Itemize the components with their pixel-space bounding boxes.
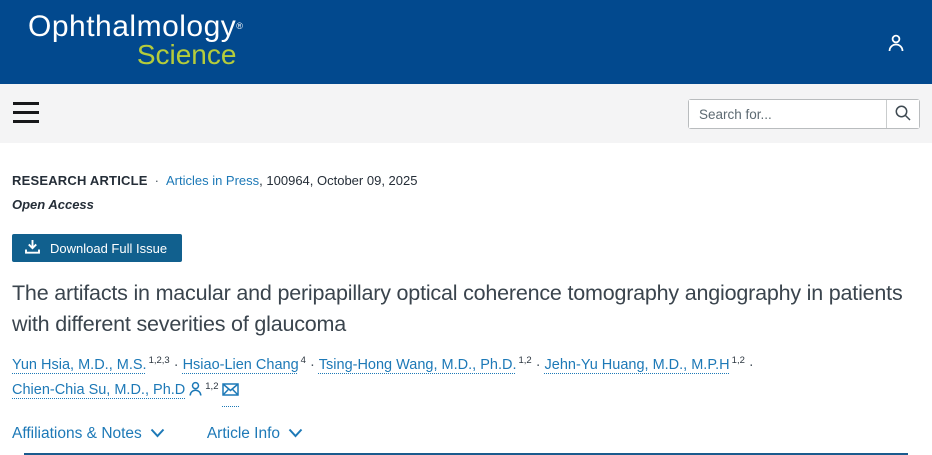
author-list — [12, 353, 892, 407]
author-link[interactable]: Jehn-Yu Huang, M.D., M.P.H — [544, 357, 730, 374]
search-box — [688, 99, 920, 129]
article-title: The artifacts in macular and peripapillary optical coherence tomography angiography in patients with different severities of glaucoma — [12, 281, 903, 336]
envelope-icon — [222, 382, 239, 398]
journal-logo[interactable] — [28, 11, 243, 69]
person-icon — [884, 31, 908, 58]
articles-in-press-link[interactable]: Articles in Press — [165, 173, 260, 188]
article-type-label: RESEARCH ARTICLE — [12, 173, 148, 188]
search-input[interactable] — [689, 100, 886, 128]
journal-logo-line1: Ophthalmology® — [28, 10, 244, 43]
magnifier-icon — [894, 104, 912, 125]
article-meta-row — [12, 173, 920, 188]
article-info-label: Article Info — [206, 424, 281, 442]
author-item — [12, 357, 170, 373]
author-link[interactable]: Yun Hsia, M.D., M.S. — [12, 357, 147, 374]
search-button[interactable] — [886, 100, 919, 128]
author-item — [319, 357, 532, 373]
registered-mark: ® — [236, 21, 244, 31]
article-info-expander[interactable] — [207, 425, 303, 443]
section-divider — [24, 453, 908, 455]
expander-links-row — [12, 425, 920, 443]
author-separator: · — [535, 357, 541, 374]
account-button[interactable] — [881, 29, 911, 59]
menu-button[interactable] — [13, 102, 39, 123]
author-affiliation-sup: 4 — [300, 355, 306, 367]
author-affiliation-sup: 1,2 — [518, 355, 532, 367]
download-icon — [24, 239, 41, 258]
hamburger-icon — [13, 102, 39, 105]
author-separator: · — [309, 357, 315, 374]
author-affiliation-sup: 1,2 — [731, 355, 745, 367]
author-item — [183, 357, 306, 373]
author-link[interactable]: Tsing-Hong Wang, M.D., Ph.D. — [318, 357, 517, 374]
author-item — [12, 382, 239, 398]
download-button-label: Download Full Issue — [50, 240, 168, 256]
journal-banner — [0, 0, 932, 84]
author-separator: · — [748, 357, 754, 374]
author-separator: · — [173, 357, 179, 374]
journal-logo-line2: Science — [136, 38, 237, 70]
open-access-label: Open Access — [12, 197, 94, 212]
author-item — [545, 357, 745, 373]
author-link[interactable]: Hsiao-Lien Chang — [182, 357, 299, 374]
affiliations-notes-expander[interactable] — [12, 425, 165, 443]
affiliations-notes-label: Affiliations & Notes — [12, 424, 142, 442]
chevron-down-icon — [288, 425, 303, 443]
author-link[interactable]: Chien-Chia Su, M.D., Ph.D — [12, 382, 186, 399]
author-affiliation-sup: 1,2,3 — [148, 355, 170, 367]
author-affiliation-sup: 1,2 — [205, 380, 219, 392]
toolbar — [0, 84, 932, 143]
chevron-down-icon — [150, 425, 165, 443]
download-full-issue-button[interactable] — [12, 234, 182, 262]
article-header — [0, 173, 932, 455]
meta-separator: · — [154, 173, 159, 188]
corresponding-author-person-icon[interactable] — [188, 381, 203, 406]
email-author-link[interactable] — [222, 378, 239, 406]
issue-details: , 100964, October 09, 2025 — [259, 173, 418, 188]
